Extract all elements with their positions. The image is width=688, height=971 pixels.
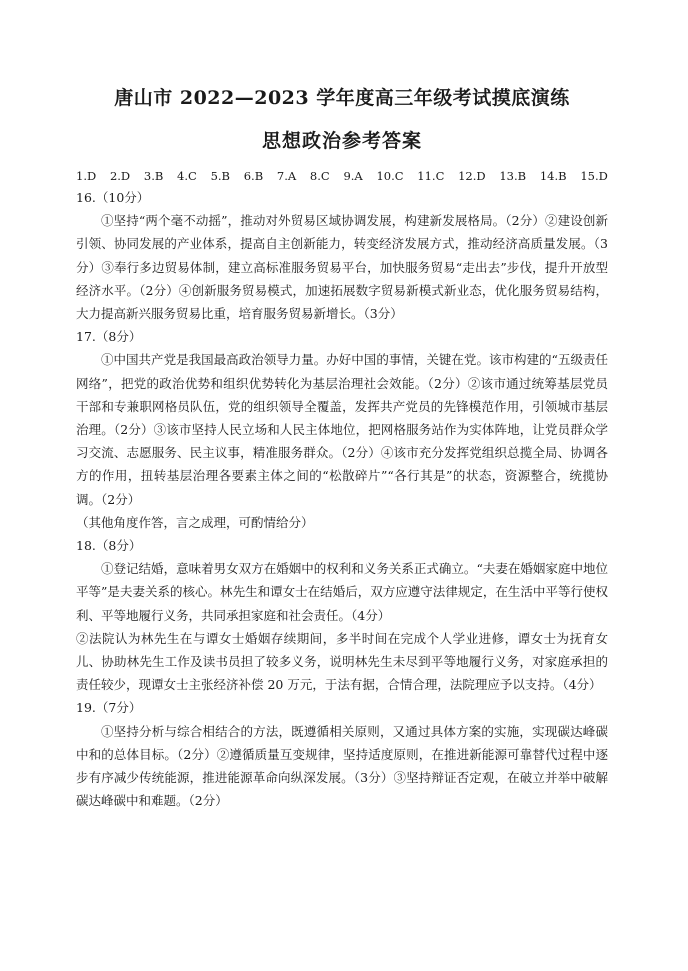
question-19 bbox=[76, 696, 608, 812]
question-18-answer-part-2: ②法院认为林先生在与谭女士婚姻存续期间，多半时间在完成个人学业进修，谭女士为抚育女儿、协助林先生工作及读书员担了较多义务，说明林先生未尽到平等地履行义务，对家庭承担的责任较少，现谭女士主张经济补偿 20 万元，于法有据，合情合理，法院理应予以支持。（4分） bbox=[76, 630, 608, 693]
question-17-answer: ①中国共产党是我国最高政治领导力量。办好中国的事情，关键在党。该市构建的“五级责任网络”，把党的政治优势和组织优势转化为基层治理社会效能。（2分）②该市通过统筹基层党员干部和专兼职网格员队伍，党的组织领导全覆盖，发挥共产党员的先锋模范作用，引领城市基层治理。（2分）③该市坚持人民立场和人民主体地位，把网格服务站作为实体阵地，让党员群众学习交流、志愿服务、民主议事，精准服务群众。（2分）④该市充分发挥党组织总揽全局、协调各方的作用，扭转基层治理各要素主体之间的“松散碎片”“各行其是”的状态，资源整合，统揽协调。（2分） bbox=[76, 352, 608, 507]
choice-answer-item: 9.A bbox=[343, 169, 363, 183]
choice-answer-item: 3.B bbox=[143, 169, 164, 183]
choice-answer-item: 4.C bbox=[177, 169, 197, 183]
choice-answer-item: 12.D bbox=[458, 169, 486, 183]
choice-answer-item: 7.A bbox=[276, 169, 297, 183]
question-19-heading: 19.（7分） bbox=[76, 700, 142, 716]
question-18-heading: 18.（8分） bbox=[76, 538, 142, 554]
choice-answer-item: 6.B bbox=[243, 169, 264, 183]
choice-answer-item: 13.B bbox=[499, 169, 527, 183]
question-18-answer-part-1: ①登记结婚，意味着男女双方在婚姻中的权利和义务关系正式确立。“夫妻在婚姻家庭中地位平等”是夫妻关系的核心。林先生和谭女士在结婚后，双方应遵守法律规定，在生活中平等行使权利、平等地履行义务，共同承担家庭和社会责任。（4分） bbox=[76, 561, 608, 623]
question-19-answer: ①坚持分析与综合相结合的方法，既遵循相关原则，又通过具体方案的实施，实现碳达峰碳中和的总体目标。（2分）②遵循质量互变规律，坚持适度原则，在推进新能源可靠替代过程中逐步有序减少传统能源，推进能源革命向纵深发展。（3分）③坚持辩证否定观，在破立并举中破解碳达峰碳中和难题。（2分） bbox=[76, 723, 608, 809]
choice-answer-item: 2.D bbox=[109, 169, 131, 183]
choice-answer-item: 14.B bbox=[539, 169, 567, 183]
question-16 bbox=[76, 186, 608, 325]
choice-answer-item: 15.D bbox=[580, 169, 608, 183]
question-17-scoring-note: （其他角度作答，言之成理，可酌情给分） bbox=[76, 514, 314, 530]
choice-answer-item: 1.D bbox=[76, 169, 97, 183]
choice-answer-item: 10.C bbox=[376, 169, 404, 183]
choice-answer-item: 5.B bbox=[210, 169, 230, 183]
choice-answer-item: 11.C bbox=[417, 169, 445, 183]
question-17-heading: 17.（8分） bbox=[76, 329, 142, 345]
choice-answer-item: 8.C bbox=[309, 169, 330, 183]
question-17 bbox=[76, 325, 608, 534]
page-title: 唐山市 2022—2023 学年度高三年级考试摸底演练 bbox=[114, 87, 570, 109]
question-16-answer: ①坚持“两个毫不动摇”，推动对外贸易区域协调发展，构建新发展格局。（2分）②建设创新引领、协同发展的产业体系，提高自主创新能力，转变经济发展方式，推动经济高质量发展。（3分）③奉行多边贸易体制，建立高标准服务贸易平台，加快服务贸易“走出去”步伐，提升开放型经济水平。（2分）④创新服务贸易模式，加速拓展数字贸易新模式新业态，优化服务贸易结构，大力提高新兴服务贸易比重，培育服务贸易新增长。（3分） bbox=[76, 213, 608, 322]
question-16-heading: 16.（10分） bbox=[76, 190, 150, 205]
page-subtitle: 思想政治参考答案 bbox=[261, 130, 422, 152]
choice-answer-row bbox=[76, 166, 608, 186]
question-18 bbox=[76, 534, 608, 696]
